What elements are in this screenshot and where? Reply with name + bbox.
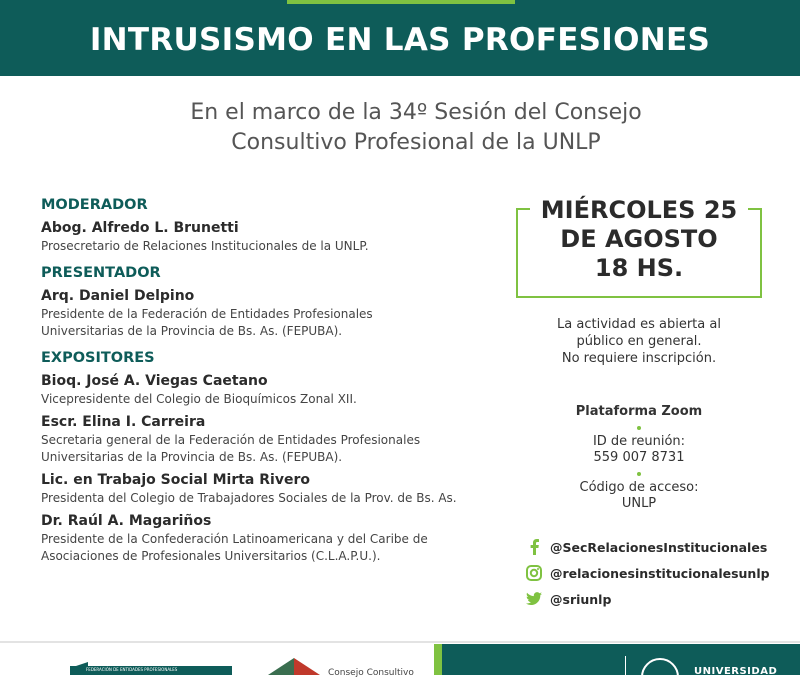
speaker-name: Dr. Raúl A. Magariños	[41, 513, 212, 529]
speaker-role: Universitarias de la Provincia de Bs. As. (FEPUBA).	[41, 324, 343, 338]
access-info-line-2: público en general.	[576, 334, 702, 349]
university-logo-text: UNIVERSIDAD	[694, 666, 778, 677]
speaker-entry	[41, 372, 511, 407]
subtitle-line-2: Consultivo Profesional de la UNLP	[231, 130, 601, 155]
speaker-name: Arq. Daniel Delpino	[41, 288, 195, 304]
facebook-handle[interactable]: @SecRelacionesInstitucionales	[550, 539, 768, 555]
instagram-handle[interactable]: @relacionesinstitucionalesunlp	[550, 565, 770, 581]
speaker-role: Presidente de la Federación de Entidades Profesionales	[41, 307, 373, 321]
speaker-role: Presidente de la Confederación Latinoamericana y del Caribe de	[41, 532, 428, 546]
event-subtitle	[0, 98, 800, 158]
meeting-id-label: ID de reunión:	[592, 434, 686, 449]
footer-logos	[0, 644, 800, 678]
consejo-consultivo-logo-icon	[268, 658, 320, 675]
meeting-id-value[interactable]: 559 007 8731	[593, 450, 685, 465]
page-title: INTRUSISMO EN LAS PROFESIONES	[89, 22, 711, 58]
speaker-entry	[41, 219, 511, 254]
access-info	[516, 316, 762, 367]
footer-accent-bar	[434, 644, 442, 675]
access-code-value[interactable]: UNLP	[621, 496, 657, 511]
access-info-line-1: La actividad es abierta al	[557, 317, 721, 332]
access-info-line-3: No requiere inscripción.	[561, 351, 717, 366]
speaker-entry	[41, 471, 511, 506]
speaker-entry	[41, 512, 511, 564]
social-links	[526, 534, 796, 612]
event-date-box	[516, 196, 762, 298]
speakers-column	[41, 196, 511, 564]
speaker-role: Secretaria general de la Federación de Entidades Profesionales	[41, 433, 421, 447]
instagram-icon	[526, 565, 542, 581]
bullet-dot-icon	[637, 426, 641, 430]
fepuba-logo	[70, 666, 232, 675]
bullet-dot-icon	[637, 472, 641, 476]
zoom-details	[516, 404, 762, 512]
speaker-entry	[41, 287, 511, 339]
access-code-label: Código de acceso:	[579, 480, 699, 495]
speaker-role: Universitarias de la Provincia de Bs. As. (FEPUBA).	[41, 450, 343, 464]
event-date	[518, 196, 760, 283]
consejo-consultivo-logo-text: Consejo Consultivo	[328, 668, 414, 678]
twitter-handle[interactable]: @sriunlp	[550, 591, 612, 607]
date-line-1: MIÉRCOLES 25	[540, 196, 738, 224]
speaker-role: Prosecretario de Relaciones Institucionales de la UNLP.	[41, 239, 369, 253]
speaker-entry	[41, 413, 511, 465]
speaker-role: Presidenta del Colegio de Trabajadores Sociales de la Prov. de Bs. As.	[41, 491, 457, 505]
speaker-name: Lic. en Trabajo Social Mirta Rivero	[41, 472, 310, 488]
subtitle-line-1: En el marco de la 34º Sesión del Consejo	[190, 100, 642, 125]
footer-divider	[0, 641, 800, 643]
footer-separator	[625, 656, 626, 675]
header-banner	[0, 0, 800, 76]
expositores-heading: EXPOSITORES	[41, 350, 155, 366]
speaker-name: Escr. Elina I. Carreira	[41, 414, 206, 430]
speaker-role: Asociaciones de Profesionales Universitarios (C.L.A.P.U.).	[41, 549, 381, 563]
speaker-role: Vicepresidente del Colegio de Bioquímicos Zonal XII.	[41, 392, 357, 406]
date-line-3: 18 HS.	[594, 254, 684, 282]
moderador-heading: MODERADOR	[41, 197, 148, 213]
social-link-facebook[interactable]	[526, 534, 796, 560]
speaker-name: Abog. Alfredo L. Brunetti	[41, 220, 239, 236]
header-accent-bar	[287, 0, 515, 4]
presentador-heading: PRESENTADOR	[41, 265, 161, 281]
facebook-icon	[526, 539, 542, 555]
date-line-2: DE AGOSTO	[560, 225, 718, 253]
twitter-icon	[526, 591, 542, 607]
zoom-title: Plataforma Zoom	[575, 404, 703, 419]
social-link-instagram[interactable]	[526, 560, 796, 586]
fepuba-logo-text: FEDERACIÓN DE ENTIDADES PROFESIONALES	[86, 667, 178, 672]
speaker-name: Bioq. José A. Viegas Caetano	[41, 373, 268, 389]
university-seal-icon	[641, 658, 679, 696]
social-link-twitter[interactable]	[526, 586, 796, 612]
